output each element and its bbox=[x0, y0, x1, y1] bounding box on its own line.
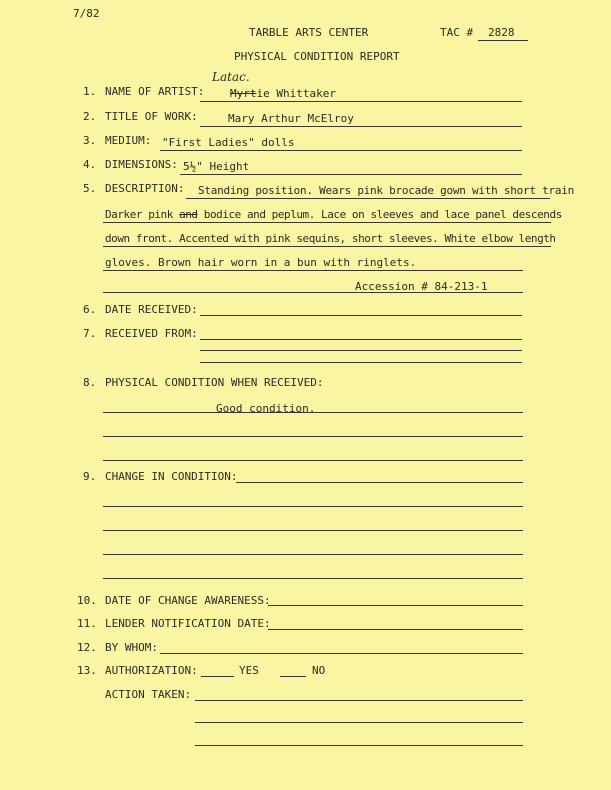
field-12-number: 12. bbox=[77, 641, 97, 654]
condition-received-value[interactable]: Good condition. bbox=[216, 402, 316, 415]
tac-label: TAC # bbox=[440, 26, 474, 39]
date-received-line bbox=[200, 315, 522, 316]
change-line-4 bbox=[103, 554, 523, 555]
artist-value-rest: ie Whittaker bbox=[256, 87, 336, 100]
field-5-number: 5. bbox=[83, 182, 97, 195]
condition-line-3 bbox=[103, 460, 523, 461]
change-line-2 bbox=[103, 506, 523, 507]
condition-line-1 bbox=[103, 412, 523, 413]
received-from-label: RECEIVED FROM: bbox=[105, 327, 198, 340]
authorization-no-blank[interactable] bbox=[280, 676, 306, 677]
field-9-number: 9. bbox=[83, 470, 97, 483]
title-value[interactable]: Mary Arthur McElroy bbox=[228, 112, 354, 125]
dimensions-line bbox=[180, 174, 522, 175]
change-awareness-label: DATE OF CHANGE AWARENESS: bbox=[105, 594, 271, 607]
field-2-number: 2. bbox=[83, 110, 97, 123]
action-taken-line-1 bbox=[195, 700, 523, 701]
description-line-2[interactable] bbox=[105, 208, 562, 222]
description-line-1[interactable]: Standing position. Wears pink brocade gown with short train bbox=[198, 184, 574, 197]
medium-value[interactable]: "First Ladies" dolls bbox=[162, 136, 295, 149]
description-underline-5 bbox=[103, 292, 523, 293]
authorization-no-label: NO bbox=[312, 664, 326, 677]
description-underline-3 bbox=[103, 246, 551, 247]
org-name: TARBLE ARTS CENTER bbox=[249, 26, 369, 39]
condition-received-label: PHYSICAL CONDITION WHEN RECEIVED: bbox=[105, 376, 324, 389]
description-underline-4 bbox=[103, 270, 523, 271]
artist-value[interactable] bbox=[230, 87, 336, 101]
received-from-line-2 bbox=[200, 350, 522, 351]
lender-notification-line bbox=[268, 629, 523, 630]
authorization-yes-label: YES bbox=[239, 664, 259, 677]
title-label: TITLE OF WORK: bbox=[105, 110, 198, 123]
change-awareness-line bbox=[268, 605, 523, 606]
description-label: DESCRIPTION: bbox=[105, 182, 185, 195]
received-from-line-1 bbox=[200, 339, 522, 340]
field-1-number: 1. bbox=[83, 85, 97, 98]
accession-number[interactable]: Accession # 84-213-1 bbox=[355, 280, 488, 293]
change-line-1 bbox=[236, 482, 523, 483]
tac-number[interactable]: 2828 bbox=[488, 26, 515, 39]
field-3-number: 3. bbox=[83, 134, 97, 147]
artist-label: NAME OF ARTIST: bbox=[105, 85, 205, 98]
description-struck-word: and bbox=[179, 208, 198, 221]
authorization-label: AUTHORIZATION: bbox=[105, 664, 198, 677]
tac-underline bbox=[478, 40, 528, 41]
report-title: PHYSICAL CONDITION REPORT bbox=[234, 50, 400, 63]
field-8-number: 8. bbox=[83, 376, 97, 389]
action-taken-line-2 bbox=[195, 722, 523, 723]
description-underline-1 bbox=[186, 198, 550, 199]
by-whom-line bbox=[160, 653, 523, 654]
field-10-number: 10. bbox=[77, 594, 97, 607]
lender-notification-label: LENDER NOTIFICATION DATE: bbox=[105, 617, 271, 630]
description-line-2-a: Darker pink bbox=[105, 208, 180, 221]
report-date: 7/82 bbox=[73, 7, 100, 20]
authorization-yes-blank[interactable] bbox=[201, 676, 234, 677]
field-11-number: 11. bbox=[77, 617, 97, 630]
medium-label: MEDIUM: bbox=[105, 134, 152, 147]
description-line-3[interactable]: down front. Accented with pink sequins, short sleeves. White elbow length bbox=[105, 232, 556, 245]
change-condition-label: CHANGE IN CONDITION: bbox=[105, 470, 238, 483]
field-13-number: 13. bbox=[77, 664, 97, 677]
description-line-4[interactable]: gloves. Brown hair worn in a bun with ringlets. bbox=[105, 256, 417, 269]
change-line-5 bbox=[103, 578, 523, 579]
artist-line bbox=[200, 101, 522, 102]
title-line bbox=[200, 126, 522, 127]
condition-line-2 bbox=[103, 436, 523, 437]
artist-struck-first: Myrt bbox=[230, 87, 257, 100]
medium-line bbox=[160, 150, 522, 151]
action-taken-label: ACTION TAKEN: bbox=[105, 688, 192, 701]
dimensions-value[interactable]: 5½" Height bbox=[183, 160, 250, 173]
artist-handwritten-correction: Latac. bbox=[212, 70, 250, 84]
dimensions-label: DIMENSIONS: bbox=[105, 158, 178, 171]
date-received-label: DATE RECEIVED: bbox=[105, 303, 198, 316]
field-7-number: 7. bbox=[83, 327, 97, 340]
received-from-line-3 bbox=[200, 362, 522, 363]
field-4-number: 4. bbox=[83, 158, 97, 171]
description-line-2-b: bodice and peplum. Lace on sleeves and lace panel descends bbox=[197, 208, 562, 221]
description-underline-2 bbox=[103, 222, 551, 223]
by-whom-label: BY WHOM: bbox=[105, 641, 158, 654]
field-6-number: 6. bbox=[83, 303, 97, 316]
action-taken-line-3 bbox=[195, 745, 523, 746]
change-line-3 bbox=[103, 530, 523, 531]
